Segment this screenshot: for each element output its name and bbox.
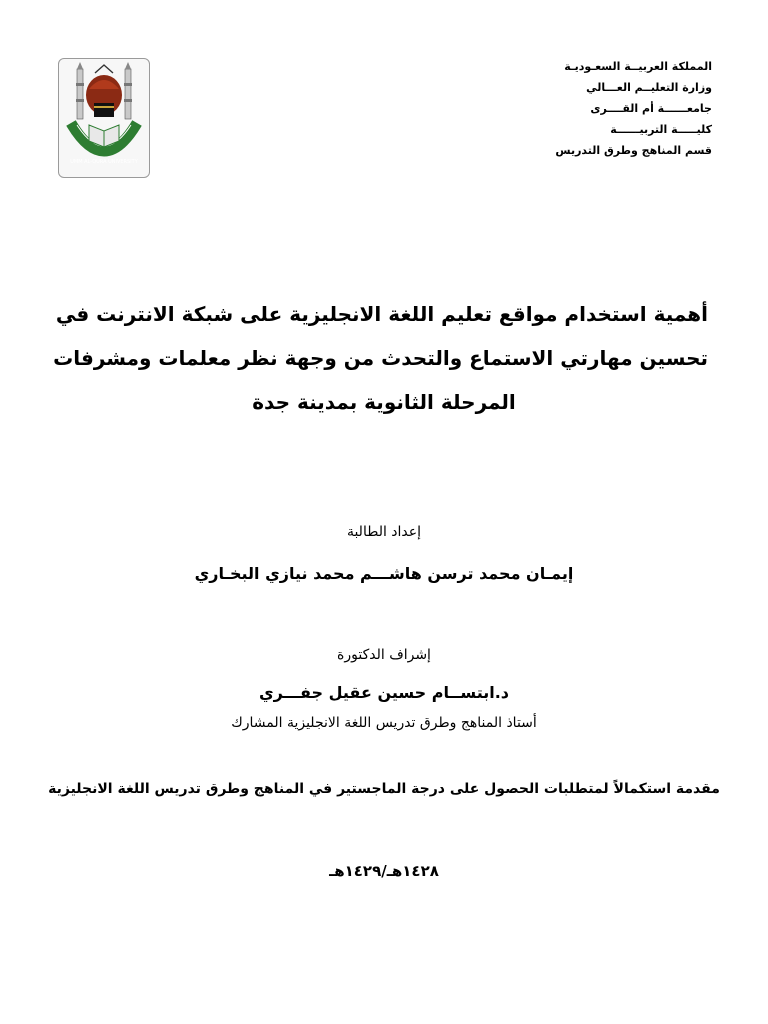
header-line-kingdom: المملكة العربيــة السعـوديـة xyxy=(564,60,712,73)
thesis-title xyxy=(53,292,708,424)
header-line-department: قسم المناهج وطرق التدريس xyxy=(555,144,712,157)
logo-banner-text: UMM AL-QURA UNIVERSITY xyxy=(70,159,138,165)
supervisor-label: إشراف الدكتورة xyxy=(337,647,431,663)
title-line-2: تحسين مهارتي الاستماع والتحدث من وجهة نظر معلمات ومشرفات xyxy=(53,346,708,370)
title-line-1: أهمية استخدام مواقع تعليم اللغة الانجليزية على شبكة الانترنت في xyxy=(55,302,708,326)
header-line-ministry: وزارة التعليــم العـــالي xyxy=(586,81,712,94)
supervisor-name: د.ابتســام حسين عقيل جفـــري xyxy=(258,683,510,702)
institution-header xyxy=(512,56,712,161)
hijri-date: ١٤٢٨هـ/١٤٢٩هـ xyxy=(329,862,439,880)
university-logo xyxy=(58,58,150,178)
header-line-university: جامعــــــة أم القــــرى xyxy=(590,102,712,115)
student-label: إعداد الطالبة xyxy=(346,524,422,540)
umm-al-qura-university-logo-icon xyxy=(59,59,149,177)
title-line-3: المرحلة الثانوية بمدينة جدة xyxy=(252,390,516,414)
supervisor-position: أستاذ المناهج وطرق تدريس اللغة الانجليزية المشارك xyxy=(231,715,537,731)
student-name: إيمـان محمد ترسن هاشـــم محمد نيازي البخـاري xyxy=(194,564,574,583)
degree-statement: مقدمة استكمالاً لمتطلبات الحصول على درجة الماجستير في المناهج وطرق تدريس اللغة الانجليزية xyxy=(48,781,720,797)
header-line-college: كليـــــة التربيــــــة xyxy=(610,123,712,136)
